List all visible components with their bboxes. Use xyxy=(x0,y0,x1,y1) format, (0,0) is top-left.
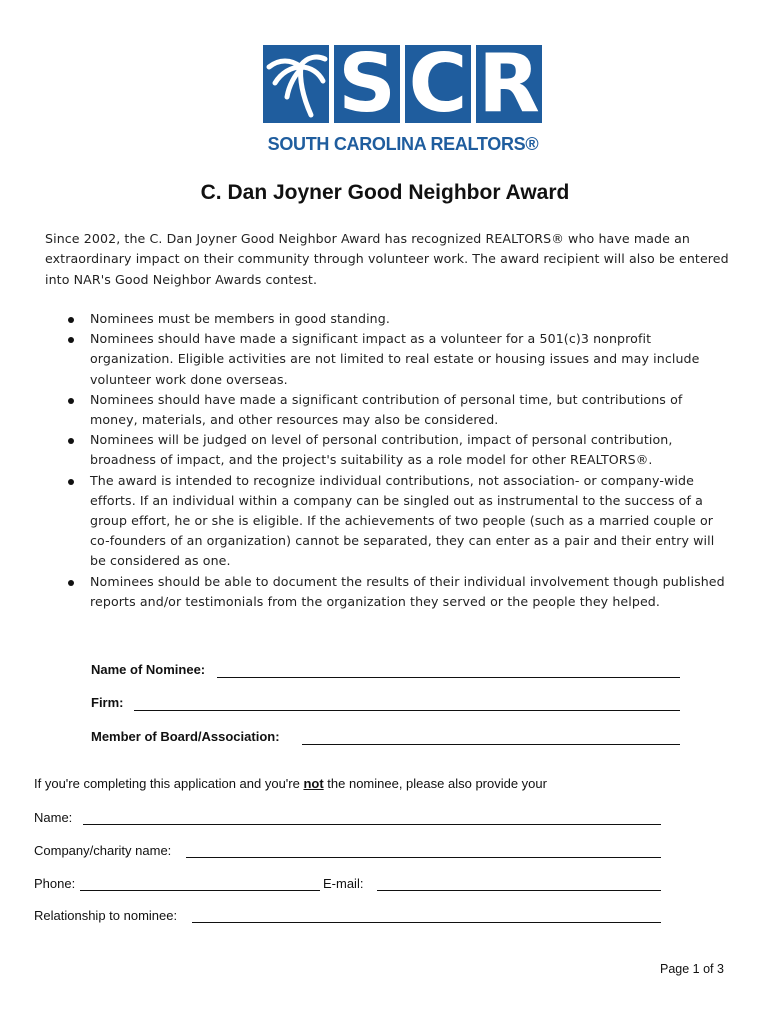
logo-letter-r: R xyxy=(476,45,542,123)
palmetto-tree-icon xyxy=(263,45,329,123)
page-title: C. Dan Joyner Good Neighbor Award xyxy=(200,181,570,204)
phone-label: Phone: xyxy=(34,876,76,891)
bullet-icon xyxy=(68,479,74,485)
bullet-icon xyxy=(68,337,74,343)
criteria-text: Nominees should be able to document the results of their individual involvement though published reports and/or testimonials from the organization they served or the people they helped. xyxy=(90,573,725,609)
board-input[interactable] xyxy=(302,744,680,745)
nominee-name-input[interactable] xyxy=(217,677,680,678)
criteria-text: Nominees will be judged on level of personal contribution, impact of personal contribution, broadness of impact, and the project's suitability as a role model for other REALTORS®. xyxy=(90,432,673,468)
relationship-label: Relationship to nominee: xyxy=(34,908,178,923)
page-number: Page 1 of 3 xyxy=(660,962,724,976)
logo-tagline: SOUTH CAROLINA REALTORS® xyxy=(267,134,539,154)
firm-input[interactable] xyxy=(134,710,680,711)
list-item xyxy=(44,430,734,470)
list-item xyxy=(44,471,734,572)
phone-input[interactable] xyxy=(80,890,320,891)
bullet-icon xyxy=(68,398,74,404)
criteria-text: Nominees should have made a significant contribution of personal time, but contributions of money, materials, and other resources may also be considered. xyxy=(90,391,683,428)
submitter-name-label: Name: xyxy=(34,810,73,825)
nominee-name-label: Name of Nominee: xyxy=(91,662,206,677)
submitter-name-input[interactable] xyxy=(83,824,661,825)
logo-letter-s: S xyxy=(334,45,400,123)
list-item xyxy=(44,309,734,329)
scr-logo xyxy=(263,37,543,160)
criteria-text: The award is intended to recognize individual contributions, not association- or company-wide efforts. If an individual within a company can be singled out as instrumental to the success of a group effort, he or she is eligible. If the achievements of two people (such as a married couple or co-founders of an organization) cannot be separated, they can enter as a pair and their entry will be considered as one. xyxy=(90,472,715,569)
list-item xyxy=(44,572,734,612)
list-item xyxy=(44,329,734,390)
criteria-text: Nominees must be members in good standing. xyxy=(90,311,390,326)
email-label: E-mail: xyxy=(323,876,364,891)
submitter-note: If you're completing this application and you're not the nominee, please also provide your xyxy=(34,776,547,791)
company-label: Company/charity name: xyxy=(34,843,172,858)
bullet-icon xyxy=(68,438,74,444)
intro-paragraph: Since 2002, the C. Dan Joyner Good Neighbor Award has recognized REALTORS® who have made an extraordinary impact on their community through volunteer work. The award recipient will also be entered into NAR's Good Neighbor Awards contest. xyxy=(45,231,729,287)
board-label: Member of Board/Association: xyxy=(91,729,280,744)
criteria-list xyxy=(44,309,734,612)
relationship-input[interactable] xyxy=(192,922,661,923)
criteria-text: Nominees should have made a significant impact as a volunteer for a 501(c)3 nonprofit organization. Eligible activities are not limited to real estate or housing issues and may include volunteer work done overseas. xyxy=(90,331,700,387)
company-input[interactable] xyxy=(186,857,661,858)
bullet-icon xyxy=(68,317,74,323)
list-item xyxy=(44,390,734,430)
email-input[interactable] xyxy=(377,890,661,891)
bullet-icon xyxy=(68,580,74,586)
logo-letter-c: C xyxy=(405,45,471,123)
firm-label: Firm: xyxy=(91,695,124,710)
